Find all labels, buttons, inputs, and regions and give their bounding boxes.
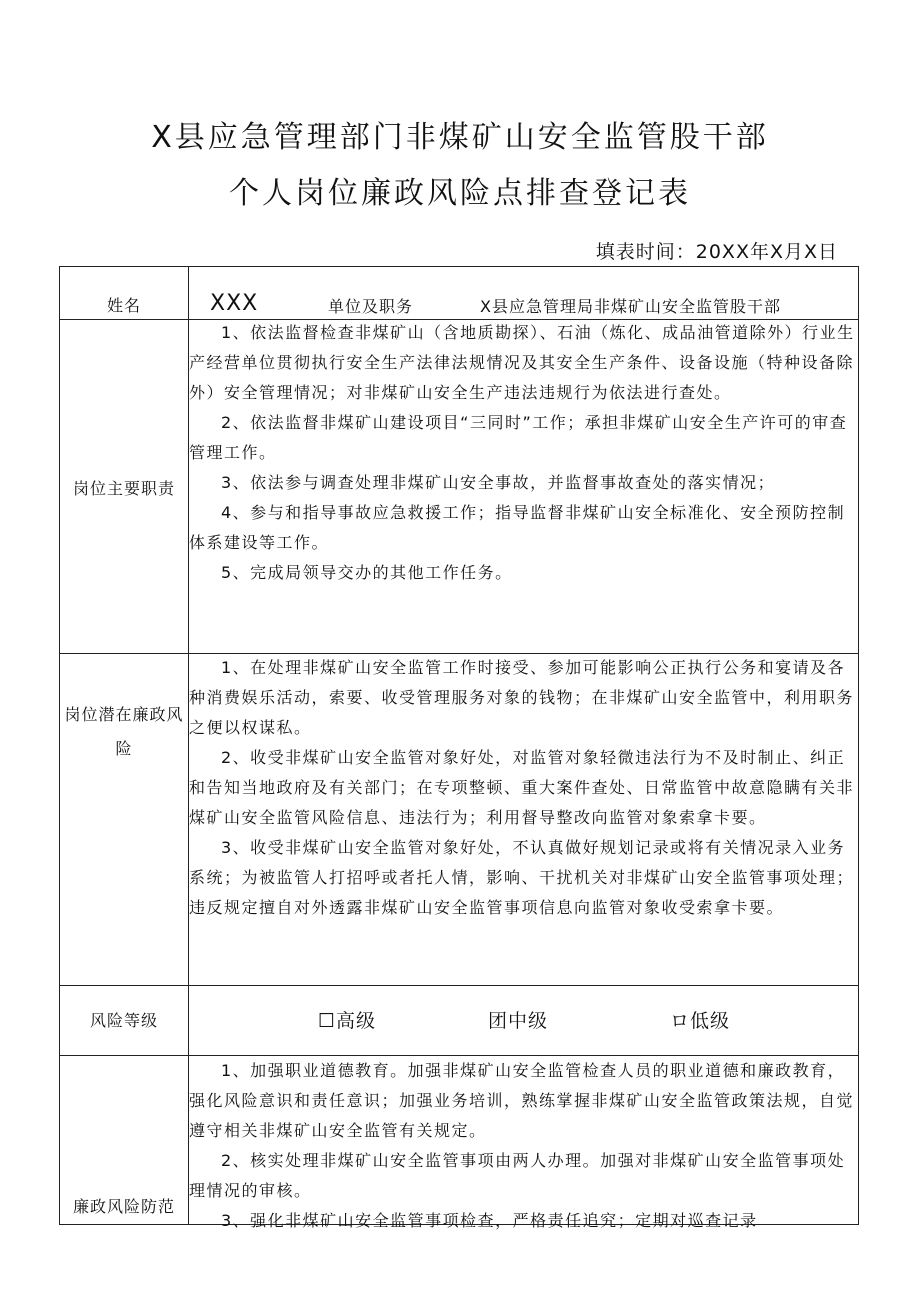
risk-level-label: 风险等级	[89, 1011, 158, 1030]
duties-content	[189, 318, 856, 588]
duty-item: 3、依法参与调查处理非煤矿山安全事故，并监督事故查处的落实情况；	[221, 473, 776, 492]
unit-value: X县应急管理局非煤矿山安全监管股干部	[480, 297, 781, 316]
checkbox-icon: ☐	[318, 1010, 337, 1032]
risks-label: 岗位潜在廉政风险	[64, 705, 184, 758]
checked-checkbox-icon: 团	[488, 1010, 509, 1032]
prevention-item: 3、强化非煤矿山安全监管事项检查，严格责任追究；定期对巡查记录	[221, 1211, 758, 1230]
prevention-row	[60, 1056, 858, 1230]
risks-row	[60, 654, 858, 986]
risk-option-low-label: 低级	[690, 1010, 731, 1032]
prevention-item: 2、核实处理非煤矿山安全监管事项由两人办理。加强对非煤矿山安全监管事项处理情况的审核。	[189, 1151, 846, 1200]
duty-item: 5、完成局领导交办的其他工作任务。	[221, 563, 513, 582]
risk-option-mid-label: 中级	[508, 1010, 549, 1032]
unit-label: 单位及职务	[328, 297, 414, 316]
duty-item: 4、参与和指导事故应急救援工作；指导监督非煤矿山安全标准化、安全预防控制体系建设等工作。	[189, 503, 846, 552]
prevention-label: 廉政风险防范	[72, 1197, 175, 1216]
prevention-item: 1、加强职业道德教育。加强非煤矿山安全监管检查人员的职业道德和廉政教育，强化风险意识和责任意识；加强业务培训，熟练掌握非煤矿山安全监管政策法规，自觉遵守相关非煤矿山安全监管有关规定。	[189, 1061, 855, 1140]
fill-date: 填表时间：20XX年X月X日	[595, 241, 838, 263]
name-row	[60, 267, 858, 320]
document-title-line2: 个人岗位廉政风险点排查登记表	[229, 176, 691, 211]
risk-item: 3、收受非煤矿山安全监管对象好处，不认真做好规划记录或将有关情况录入业务系统；为被监管人打招呼或者托人情，影响、干扰机关对非煤矿山安全监管事项处理；违反规定擅自对外透露非煤矿山安全监管事项信息向监管对象收受索拿卡要。	[189, 838, 855, 917]
risks-content	[189, 653, 856, 923]
prevention-content	[189, 1056, 856, 1236]
name-label: 姓名	[106, 296, 141, 315]
risk-option-mid[interactable]	[488, 1006, 548, 1033]
registration-form	[59, 266, 859, 1230]
risk-option-high[interactable]	[318, 1006, 376, 1033]
duty-item: 1、依法监督检查非煤矿山（含地质勘探）、石油（炼化、成品油管道除外）行业生产经营单位贯彻执行安全生产法律法规情况及其安全生产条件、设备设施（特种设备除外）安全管理情况；对非煤矿山安全生产违法违规行为依法进行查处。	[189, 323, 855, 402]
checkbox-icon: ロ	[670, 1010, 691, 1032]
risk-option-high-label: 高级	[336, 1010, 377, 1032]
duties-label: 岗位主要职责	[72, 479, 175, 498]
duties-row	[60, 320, 858, 654]
risk-option-low[interactable]	[670, 1006, 730, 1033]
risk-level-row	[60, 986, 858, 1056]
document-title-line1: X县应急管理部门非煤矿山安全监管股干部	[151, 120, 769, 155]
risk-item: 1、在处理非煤矿山安全监管工作时接受、参加可能影响公正执行公务和宴请及各种消费娱乐活动，索要、收受管理服务对象的钱物；在非煤矿山安全监管中，利用职务之便以权谋私。	[189, 658, 855, 737]
name-value: XXX	[210, 291, 259, 316]
duty-item: 2、依法监督非煤矿山建设项目“三同时”工作；承担非煤矿山安全生产许可的审查管理工作。	[189, 413, 848, 462]
risk-item: 2、收受非煤矿山安全监管对象好处，对监管对象轻微违法行为不及时制止、纠正和告知当地政府及有关部门；在专项整顿、重大案件查处、日常监管中故意隐瞒有关非煤矿山安全监管风险信息、违法行为；利用督导整改向监管对象索拿卡要。	[189, 748, 855, 827]
